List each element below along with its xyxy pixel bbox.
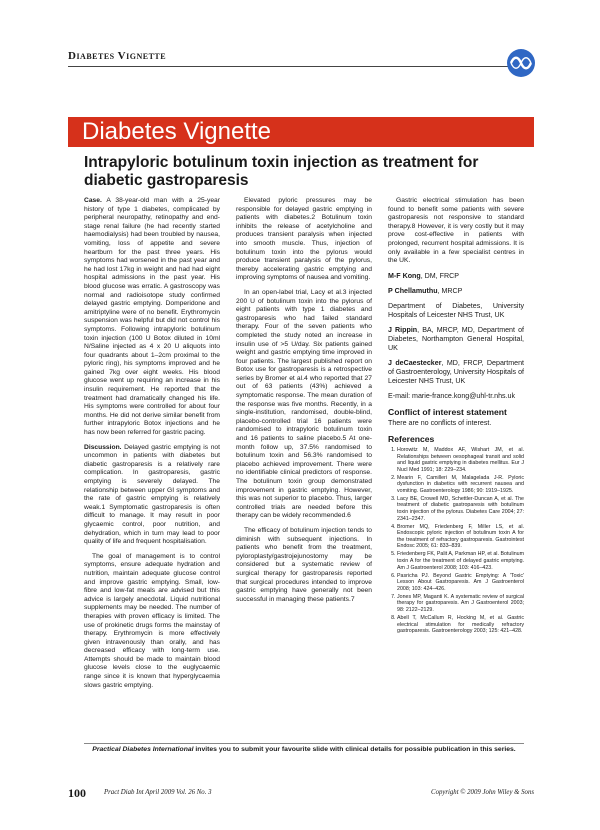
reference-item: 5. Friedenberg FK, Palit A, Parkman HP, et al. Botulinum toxin A for the treatment of delayed gastric emptying. Am J Gastroenterol 2008; 103: 416–423. [397, 551, 524, 571]
author-line: P Chellamuthu, MRCP [388, 286, 463, 295]
reference-list [388, 447, 524, 635]
paragraph-efficacy: The efficacy of botulinum injection tends to diminish with subsequent injections. In patients who benefit from the treatment, pyloroplasty/gastrojejunostomy may be considered but a systematic review of surgical therapy for gastroparesis reported that surgical procedures intended to improve gastric emptying have generally not been successful in managing these patients.7 [236, 526, 372, 603]
author-line: M-F Kong, DM, FRCP [388, 271, 459, 280]
case-text: A 38-year-old man with a 25-year history of type 1 diabetes, complicated by peripheral neuropathy, retinopathy and end-stage renal failure (he had recently started haemodialysis) had been troubled by nausea, vomiting, loss of appetite and severe heartburn for the past three years. His symptoms had worsened in the past year and he had lost 17kg in weight and had had eight hospital admissions in the past year. His blood glucose was erratic. A gastroscopy was normal and radioisotope study confirmed delayed gastric emptying. Domperidone and amitriptyline were of no benefit. Erythromycin suspension was helpful but did not control his symptoms. Following intrapyloric botulinum toxin injection (100 U Botox diluted in 10ml N/Saline injected as 4 x 20 U aliquots into four quadrants about 1–2cm proximal to the pyloric ring), his symptoms improved and he gained 7kg over eight weeks. His blood glucose went up requiring an increase in his insulin requirement. He reported that the treatment had dramatically changed his life. His symptoms were controlled for about four months. He did not derive similar benefit from further intrapyloric Botox injections and he has now been referred for gastric pacing. [84, 197, 220, 437]
column-1 [84, 197, 220, 737]
reference-item: 7. Jones MP, Maganti K. A systematic review of surgical therapy for gastroparesis. Am J Gastroenterol 2003; 98: 2122–2129. [397, 594, 524, 614]
conflict-text: There are no conflicts of interest. [388, 419, 492, 428]
article-title: Intrapyloric botulinum toxin injection as treatment for diabetic gastroparesis [84, 154, 479, 189]
case-paragraph [84, 197, 220, 438]
paragraph-trials: In an open-label trial, Lacy et al.3 injected 200 U of botulinum toxin into the pylorus of eight patients with type 1 diabetes and gastroparesis who had failed standard therapy. Four of the seven patients who completed the study noted an increase in insulin use of >5 U/day. Six patients gained weight and gastric emptying time improved in four patients. The largest published report on Botox use for gastroparesis is a retrospective series by Bromer et al.4 who reported that 27 out of 63 patients (43%) achieved a symptomatic response. The mean duration of the response was five months. Recently, in a single-institution, randomised, double-blind, placebo-controlled trial 16 patients were randomised to intrapyloric botulinum toxin and 16 patients to saline placebo.5 At one-month follow up, 37.5% randomised to botulinum toxin and 56.3% randomised to placebo achieved improvement. There were no identifiable clinical predictors of response. The botulinum toxin group demonstrated improvement in gastric emptying. However, this was not superior to placebo. Thus, larger controlled trials are needed before this therapy can be widely recommended.6 [236, 288, 372, 520]
author-line: J Rippin, BA, MRCP, MD, Department of Diabetes, Northampton General Hospital, UK [388, 325, 524, 352]
reference-item: 4. Bromer MQ, Friedenberg F, Miller LS, et al. Endoscopic pyloric injection of botulinum toxin A for the treatment of refractory gastroparesis. Gastrointest Endosc 2005; 61: 833–839. [397, 524, 524, 550]
journal-logo-icon [505, 48, 537, 78]
page-number: 100 [68, 786, 86, 800]
author-block [388, 272, 524, 401]
references-heading: References [388, 434, 435, 445]
journal-citation: Pract Diab Int April 2009 Vol. 26 No. 3 [104, 789, 212, 796]
paragraph-pyloric: Elevated pyloric pressures may be responsible for delayed gastric emptying in patients with diabetes.2 Botulinum toxin inhibits the release of acetylcholine and produces transient paralysis when injected into smooth muscle. Thus, injection of botulinum toxin into the pylorus would produce transient paralysis of the pylorus, thereby accelerating gastric emptying and improving symptoms of nausea and vomiting. [236, 197, 372, 282]
banner-title: Diabetes Vignette [82, 118, 272, 145]
note-text: invites you to submit your favourite slide with clinical details for possible publication in this series. [195, 746, 516, 753]
author-email: E-mail: marie-france.kong@uhl-tr.nhs.uk [388, 391, 516, 400]
copyright: Copyright © 2009 John Wiley & Sons [431, 789, 534, 796]
article-body [84, 197, 524, 737]
header-rule [68, 66, 534, 67]
discussion-text: Delayed gastric emptying is not uncommon in patients with diabetes but diabetic gastroparesis is a relatively rare complication. In gastroparesis, gastric emptying is severely delayed. The relationship between upper GI symptoms and the rate of gastric emptying is relatively weak.1 Symptomatic gastroparesis is often difficult to manage. It may result in poor glycaemic control, poor nutrition, and dehydration, which in turn may lead to poor quality of life and frequent hospitalisation. [84, 443, 220, 546]
footnote-rule [84, 743, 524, 744]
discussion-heading: Discussion. [84, 443, 122, 451]
vignette-banner [68, 117, 534, 147]
author-line: Department of Diabetes, University Hospitals of Leicester NHS Trust, UK [388, 301, 524, 319]
reference-item: 2. Mearin F, Camilleri M, Malagelada J-R. Pyloric dysfunction in diabetics with recurrent nausea and vomiting. Gastroenterology 1986; 90: 1919–1925. [397, 475, 524, 495]
section-name: Diabetes Vignette [68, 50, 167, 62]
author-line: J deCaestecker, MD, FRCP, Department of Gastroenterology, University Hospitals of Leicester NHS Trust, UK [388, 358, 524, 385]
running-header [68, 38, 534, 66]
case-heading: Case. [84, 197, 102, 204]
discussion-paragraph [84, 444, 220, 547]
reference-item: 3. Lacy BE, Crowell MD, Schettler-Duncan A, et al. The treatment of diabetic gastroparesis with botulinum toxin injection of the pylorus. Diabetes Care 2004; 27: 2341–2347. [397, 496, 524, 522]
submission-note [84, 746, 524, 753]
column-2 [236, 197, 372, 737]
paragraph-management: The goal of management is to control symptoms, ensure adequate hydration and nutrition, maintain adequate glucose control and improve gastric emptying. Small, low-fibre and low-fat meals are advised but this advice is largely anecdotal. Liquid nutritional supplements may be needed. The number of therapies with proven efficacy is limited. The use of prokinetic drugs forms the mainstay of therapy. Erythromycin is more effectively given intravenously than orally, and has decreased efficacy with long-term use. Attempts should be made to maintain blood glucose levels close to the euglycaemic range since it is known that hyperglycaemia slows gastric emptying. [84, 552, 220, 689]
column-3 [388, 197, 524, 737]
note-journal: Practical Diabetes International [92, 746, 194, 753]
paragraph-stimulation: Gastric electrical stimulation has been found to benefit some patients with severe gastroparesis not responsive to standard therapy.8 However, it is very costly but it may prove cost-effective in patients with prolonged, recurrent hospital admissions. It is only available in a few specialist centres in the UK. [388, 197, 524, 265]
conflict-heading: Conflict of interest statement [388, 406, 507, 417]
reference-item: 6. Pasricha PJ. Beyond Gastric Emptying: A 'Toxic' Lesson About Gastroparesis. Am J Gastroenterol 2008; 103: 424–426. [397, 573, 524, 593]
reference-item: 1. Horowitz M, Maddox AF, Wishart JM, et al. Relationships between oesophageal transit and solid and liquid gastric emptying in diabetes mellitus. Eur J Nucl Med 1991; 18: 229–234. [397, 447, 524, 473]
reference-item: 8. Abell T, McCallum R, Hocking M, et al. Gastric electrical stimulation for medically refractory gastroparesis. Gastroenterology 2003; 125: 421–428. [397, 615, 524, 635]
